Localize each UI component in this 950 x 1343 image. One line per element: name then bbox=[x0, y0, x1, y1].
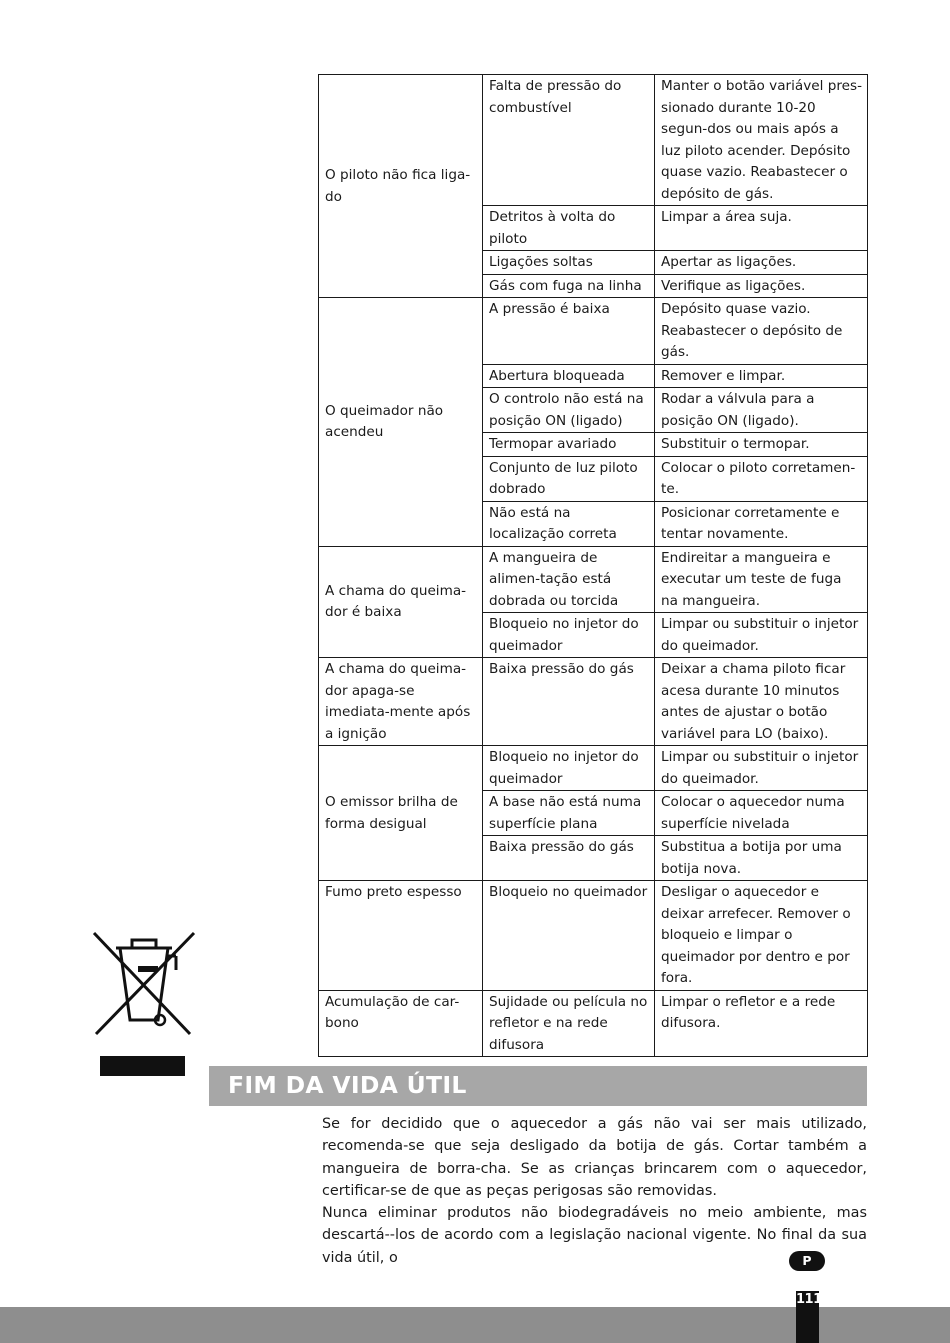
weee-marking-bar bbox=[100, 1056, 185, 1076]
solution-cell: Colocar o aquecedor numa superfície nivelada bbox=[655, 791, 868, 836]
cause-cell: Bloqueio no injetor do queimador bbox=[483, 746, 655, 791]
cause-cell: Conjunto de luz piloto dobrado bbox=[483, 456, 655, 501]
solution-cell: Limpar ou substituir o injetor do queimador. bbox=[655, 613, 868, 658]
solution-cell: Limpar ou substituir o injetor do queimador. bbox=[655, 746, 868, 791]
solution-cell: Substitua a botija por uma botija nova. bbox=[655, 836, 868, 881]
table-row bbox=[319, 75, 868, 206]
solution-cell: Endireitar a mangueira e executar um teste de fuga na mangueira. bbox=[655, 546, 868, 613]
table-row bbox=[319, 746, 868, 791]
paragraph-disposal: Se for decidido que o aquecedor a gás não vai ser mais utilizado, recomenda-se que seja desligado da botija de gás. Cortar também a mangueira de borra-cha. Se as crianças brincarem com o aquecedor, certificar-se de que as peças perigosas são removidas. bbox=[322, 1116, 867, 1199]
cause-cell: Termopar avariado bbox=[483, 433, 655, 457]
cause-cell: Ligações soltas bbox=[483, 251, 655, 275]
cause-cell: Falta de pressão do combustível bbox=[483, 75, 655, 206]
solution-cell: Limpar a área suja. bbox=[655, 206, 868, 251]
cause-cell: A base não está numa superfície plana bbox=[483, 791, 655, 836]
problem-cell: O piloto não fica liga-do bbox=[319, 75, 483, 298]
problem-cell: Fumo preto espesso bbox=[319, 881, 483, 991]
solution-cell: Substituir o termopar. bbox=[655, 433, 868, 457]
crossed-out-wheelie-bin-icon bbox=[92, 930, 196, 1038]
cause-cell: Bloqueio no injetor do queimador bbox=[483, 613, 655, 658]
cause-cell: A mangueira de alimen-tação está dobrada ou torcida bbox=[483, 546, 655, 613]
cause-cell: Bloqueio no queimador bbox=[483, 881, 655, 991]
problem-cell: O queimador não acendeu bbox=[319, 298, 483, 547]
solution-cell: Posicionar corretamente e tentar novamente. bbox=[655, 501, 868, 546]
solution-cell: Colocar o piloto corretamen-te. bbox=[655, 456, 868, 501]
section-header bbox=[209, 1066, 867, 1106]
cause-cell: Detritos à volta do piloto bbox=[483, 206, 655, 251]
page-number: 111 bbox=[796, 1292, 822, 1307]
language-badge: P bbox=[789, 1251, 825, 1271]
solution-cell: Desligar o aquecedor e deixar arrefecer. Remover o bloqueio e limpar o queimador por dentro e por fora. bbox=[655, 881, 868, 991]
solution-cell: Verifique as ligações. bbox=[655, 274, 868, 298]
body-text bbox=[322, 1113, 867, 1269]
cause-cell: O controlo não está na posição ON (ligado) bbox=[483, 388, 655, 433]
page-tab bbox=[796, 1291, 822, 1343]
cause-cell: Abertura bloqueada bbox=[483, 364, 655, 388]
solution-cell: Rodar a válvula para a posição ON (ligado). bbox=[655, 388, 868, 433]
table-row bbox=[319, 546, 868, 613]
cause-cell: A pressão é baixa bbox=[483, 298, 655, 365]
cause-cell: Baixa pressão do gás bbox=[483, 658, 655, 746]
problem-cell: O emissor brilha de forma desigual bbox=[319, 746, 483, 881]
section-title: FIM DA VIDA ÚTIL bbox=[228, 1071, 467, 1099]
cause-cell: Não está na localização correta bbox=[483, 501, 655, 546]
problem-cell: Acumulação de car-bono bbox=[319, 990, 483, 1057]
cause-cell: Gás com fuga na linha bbox=[483, 274, 655, 298]
cause-cell: Sujidade ou película no refletor e na rede difusora bbox=[483, 990, 655, 1057]
paragraph-environment: Nunca eliminar produtos não biodegradáveis no meio ambiente, mas descartá--los de acordo com a legislação nacional vigente. No final da sua vida útil, o bbox=[322, 1205, 867, 1266]
troubleshooting-table bbox=[318, 74, 868, 1057]
solution-cell: Manter o botão variável pres-sionado durante 10-20 segun-dos ou mais após a luz piloto acender. Depósito quase vazio. Reabastecer o depósito de gás. bbox=[655, 75, 868, 206]
solution-cell: Deixar a chama piloto ficar acesa durante 10 minutos antes de ajustar o botão variável para LO (baixo). bbox=[655, 658, 868, 746]
solution-cell: Limpar o refletor e a rede difusora. bbox=[655, 990, 868, 1057]
cause-cell: Baixa pressão do gás bbox=[483, 836, 655, 881]
solution-cell: Depósito quase vazio. Reabastecer o depósito de gás. bbox=[655, 298, 868, 365]
table-row bbox=[319, 990, 868, 1057]
table-row bbox=[319, 298, 868, 365]
solution-cell: Remover e limpar. bbox=[655, 364, 868, 388]
problem-cell: A chama do queima-dor apaga-se imediata-mente após a ignição bbox=[319, 658, 483, 746]
table-row bbox=[319, 881, 868, 991]
solution-cell: Apertar as ligações. bbox=[655, 251, 868, 275]
troubleshooting-table-body bbox=[319, 75, 868, 1057]
table-row bbox=[319, 658, 868, 746]
problem-cell: A chama do queima-dor é baixa bbox=[319, 546, 483, 658]
